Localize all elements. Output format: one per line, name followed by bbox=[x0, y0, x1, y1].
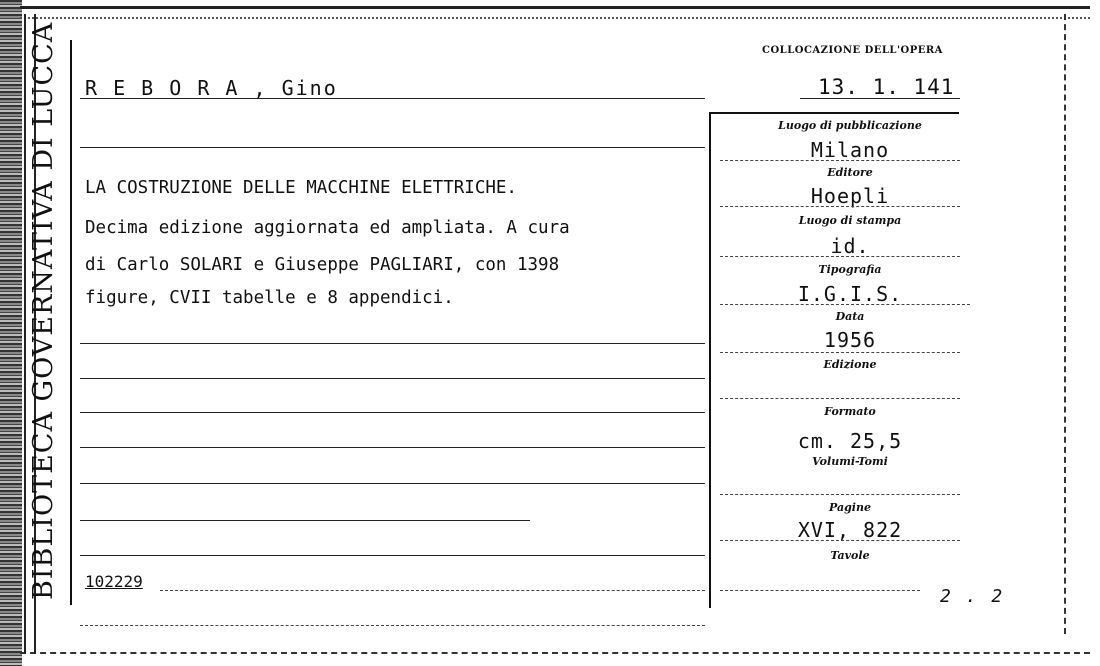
blank-rule bbox=[80, 520, 530, 521]
field-label-format: Formato bbox=[824, 405, 876, 418]
author-rule bbox=[80, 98, 705, 99]
description-line: figure, CVII tabelle e 8 appendici. bbox=[85, 288, 454, 308]
field-value-format: cm. 25,5 bbox=[797, 429, 903, 453]
details-column-top bbox=[709, 112, 959, 114]
field-label-plates: Tavole bbox=[830, 549, 870, 562]
field-label-publisher: Editore bbox=[827, 166, 873, 179]
library-name: BIBLIOTECA GOVERNATIVA DI LUCCA bbox=[28, 21, 59, 600]
field-rule bbox=[720, 590, 920, 591]
field-label-edition: Edizione bbox=[823, 358, 877, 371]
field-rule bbox=[720, 398, 960, 399]
blank-rule bbox=[80, 147, 705, 148]
field-value-pages: XVI, 822 bbox=[797, 518, 903, 542]
field-label-place: Luogo di pubblicazione bbox=[778, 119, 922, 132]
field-label-print-place: Luogo di stampa bbox=[798, 214, 902, 227]
collocation-label: COLLOCAZIONE DELL'OPERA bbox=[762, 45, 943, 56]
bottom-rule bbox=[80, 625, 705, 626]
call-number-rule bbox=[800, 98, 960, 99]
field-value-publisher: Hoepli bbox=[810, 184, 890, 208]
card-bottom-edge bbox=[20, 652, 1090, 654]
blank-rule bbox=[80, 483, 705, 484]
field-label-date: Data bbox=[835, 310, 865, 323]
card-right-frame bbox=[1064, 14, 1066, 634]
card-top-edge bbox=[20, 6, 1090, 19]
blank-rule bbox=[80, 447, 705, 448]
handwritten-note: 2 . 2 bbox=[940, 586, 1005, 607]
inventory-number: 102229 bbox=[85, 572, 143, 591]
description-line: di Carlo SOLARI e Giuseppe PAGLIARI, con 1398 bbox=[85, 255, 560, 275]
field-value-printer: I.G.I.S. bbox=[797, 282, 903, 306]
field-rule bbox=[720, 352, 960, 353]
blank-rule bbox=[80, 378, 705, 379]
call-number: 13. 1. 141 bbox=[818, 75, 955, 99]
field-rule bbox=[720, 160, 960, 161]
card-left-edge bbox=[0, 0, 22, 666]
field-value-place: Milano bbox=[810, 138, 890, 162]
blank-rule bbox=[80, 555, 705, 556]
field-label-volumes: Volumi-Tomi bbox=[812, 455, 888, 468]
field-rule bbox=[720, 304, 970, 305]
title-line: LA COSTRUZIONE DELLE MACCHINE ELETTRICHE. bbox=[85, 178, 517, 198]
field-rule bbox=[720, 494, 960, 495]
field-rule bbox=[720, 256, 960, 257]
margin-rule bbox=[70, 40, 72, 605]
field-rule bbox=[720, 206, 960, 207]
field-value-print-place: id. bbox=[830, 234, 870, 258]
description-line: Decima edizione aggiornata ed ampliata. A cura bbox=[85, 218, 570, 238]
details-column-rule bbox=[709, 112, 711, 608]
blank-rule bbox=[80, 343, 705, 344]
inventory-rule bbox=[160, 590, 705, 591]
field-label-printer: Tipografia bbox=[818, 263, 882, 276]
field-value-date: 1956 bbox=[823, 328, 877, 352]
field-label-pages: Pagine bbox=[829, 501, 871, 514]
author-name: R E B O R A , Gino bbox=[85, 76, 338, 100]
blank-rule bbox=[80, 412, 705, 413]
field-rule bbox=[720, 540, 960, 541]
